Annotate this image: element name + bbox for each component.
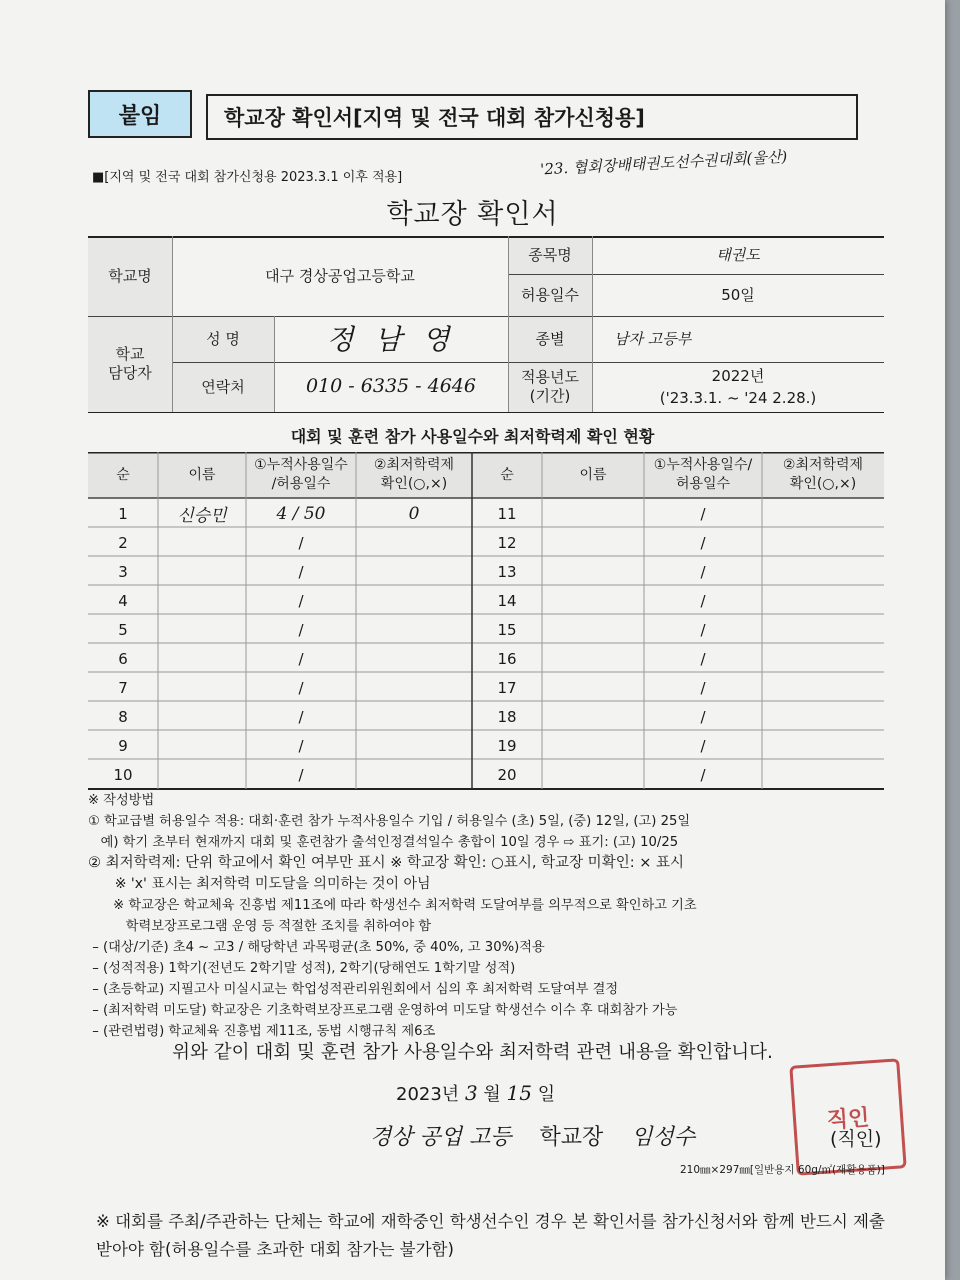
note-line: ① 학교급별 허용일수 적용: 대회·훈련 참가 누적사용일수 기입 / 허용일수 (초) 5일, (중) 12일, (고) 25일: [88, 814, 691, 829]
staff-name-label: 성 명: [206, 329, 240, 348]
row-no: 4: [118, 591, 128, 610]
row-days: /: [298, 707, 304, 726]
note-line: ※ 'x' 표시는 최저학력 미도달을 의미하는 것이 아님: [88, 876, 431, 892]
date-month: 3: [464, 1081, 478, 1105]
row-days: /: [298, 562, 304, 581]
row-check: [356, 528, 472, 557]
row-name-2: [542, 557, 644, 586]
row-name-2: [542, 702, 644, 731]
row-name: [158, 702, 246, 731]
row-days-2: /: [700, 533, 706, 552]
table-row: [88, 644, 884, 673]
row-name: [158, 760, 246, 789]
col-days-2: ①누적사용일수/ 허용일수: [653, 457, 753, 492]
row-name: 신승민: [177, 506, 227, 526]
row-days: /: [298, 620, 304, 639]
note-line: ※ 학교장은 학교체육 진흥법 제11조에 따라 학생선수 최저학력 도달여부를 의무적으로 확인하고 기초: [88, 898, 697, 913]
row-no-2: 14: [497, 591, 517, 610]
row-name-2: [542, 615, 644, 644]
usage-section-title: 대회 및 훈련 참가 사용일수와 최저학력제 확인 현황: [290, 427, 655, 446]
row-name: [158, 557, 246, 586]
col-no: 순: [116, 466, 130, 483]
row-name-2: [542, 586, 644, 615]
col-name: 이름: [188, 466, 216, 483]
row-days: /: [298, 649, 304, 668]
col-name-2: 이름: [579, 466, 607, 483]
allowed-days-value: 50일: [721, 285, 755, 304]
info-grid: [88, 236, 884, 412]
row-no: 6: [118, 649, 128, 668]
note-line: – (최저학력 미도달) 학교장은 기초학력보장프로그램 운영하여 미도달 학생선수 이수 후 대회참가 가능: [88, 1003, 678, 1018]
form-title-box: 학교장 확인서[지역 및 전국 대회 참가신청용]: [206, 94, 858, 140]
allowed-days-label: 허용일수: [521, 285, 579, 304]
date-month-unit: 월: [483, 1084, 501, 1105]
handwritten-competition-note: '23. 협회장배태권도선수권대회(울산): [539, 147, 788, 179]
row-days-2: /: [700, 678, 706, 697]
row-no: 10: [113, 765, 133, 784]
date-day-unit: 일: [537, 1084, 556, 1105]
principal-name: 임성수: [631, 1125, 696, 1150]
table-row: [88, 557, 884, 586]
row-no-2: 15: [497, 620, 517, 639]
row-no-2: 11: [497, 504, 517, 523]
row-check-2: [762, 499, 884, 528]
col-no-2: 순: [500, 466, 514, 483]
row-name-2: [542, 644, 644, 673]
row-days-2: /: [700, 562, 706, 581]
col-check: ②최저학력제 확인(○,×): [373, 457, 455, 492]
table-row: [88, 528, 884, 557]
date-year: 2023년: [396, 1084, 460, 1105]
staff-label: 학교 담당자: [108, 345, 152, 382]
row-days-2: /: [700, 736, 706, 755]
row-no-2: 18: [497, 707, 517, 726]
col-days: ①누적사용일수 /허용일수: [254, 457, 348, 492]
row-no: 8: [118, 707, 128, 726]
row-name: [158, 673, 246, 702]
row-days: /: [298, 678, 304, 697]
note-line: 예) 학기 초부터 현재까지 대회 및 훈련참가 출석인정결석일수 총합이 10일 경우 ⇨ 표기: (고) 10/25: [88, 835, 679, 850]
writing-instructions: [88, 790, 888, 1042]
table-row: [88, 615, 884, 644]
note-line: 학력보장프로그램 운영 등 적절한 조치를 취하여야 함: [88, 919, 432, 934]
note-line: – (대상/기준) 초4 ~ 고3 / 해당학년 과목평균(초 50%, 중 40%, 고 30%)적용: [88, 940, 545, 955]
note-line: ② 최저학력제: 단위 학교에서 확인 여부만 표시 ※ 학교장 확인: ○표시, 학교장 미확인: × 표시: [88, 855, 684, 871]
note-line: – (성적적용) 1학기(전년도 2학기말 성적), 2학기(당해연도 1학기말 성적): [88, 961, 516, 976]
year-label: 적용년도 (기간): [521, 368, 579, 405]
row-check-2: [762, 644, 884, 673]
row-name-2: [542, 731, 644, 760]
table-row: [88, 499, 884, 528]
note-line: ※ 작성방법: [88, 793, 155, 808]
col-check-2: ②최저학력제 확인(○,×): [782, 457, 864, 492]
row-days-2: /: [700, 620, 706, 639]
row-name: [158, 528, 246, 557]
row-no: 9: [118, 736, 128, 755]
signing-date: [396, 1080, 555, 1106]
year-value: 2022년: [711, 366, 765, 385]
seal-mark-text: (직인): [830, 1128, 882, 1150]
contact-label: 연락처: [201, 377, 245, 396]
row-name-2: [542, 673, 644, 702]
row-check-2: [762, 528, 884, 557]
school-name-label: 학교명: [108, 266, 152, 285]
row-no: 3: [118, 562, 128, 581]
row-name-2: [542, 760, 644, 789]
row-name: [158, 615, 246, 644]
row-check: [356, 557, 472, 586]
row-no-2: 17: [497, 678, 517, 697]
table-row: [88, 760, 884, 789]
contact-value: 010 - 6335 - 4646: [306, 375, 476, 398]
document-title: 학교장 확인서: [386, 199, 559, 230]
note-line: – (초등학교) 지필고사 미실시교는 학업성적관리위원회에서 심의 후 최저학력 도달여부 결정: [88, 982, 619, 997]
category-value: 남자 고등부: [614, 329, 692, 348]
row-check: [356, 673, 472, 702]
sport-label: 종목명: [528, 245, 572, 264]
attachment-badge: 붙임: [88, 90, 192, 138]
row-no-2: 12: [497, 533, 517, 552]
row-check: [356, 731, 472, 760]
row-days: /: [298, 533, 304, 552]
seal-text: 직인: [825, 1104, 871, 1133]
staff-name-value: 정 남 영: [326, 322, 456, 356]
table-row: [88, 702, 884, 731]
row-check-2: [762, 702, 884, 731]
row-name: [158, 731, 246, 760]
row-name-2: [542, 499, 644, 528]
signature-line: [370, 1120, 695, 1151]
row-check: [356, 615, 472, 644]
row-check-2: [762, 731, 884, 760]
footer-note: ※ 대회를 주최/주관하는 단체는 학교에 재학중인 학생선수인 경우 본 확인서를 참가신청서와 함께 반드시 제출받아야 함(허용일수를 초과한 대회 참가는 불가함): [96, 1212, 885, 1259]
row-no-2: 13: [497, 562, 517, 581]
row-check-2: [762, 557, 884, 586]
paper-spec: 210㎜×297㎜[일반용지 60g/㎡(재활용품)]: [680, 1164, 885, 1176]
row-days-2: /: [700, 649, 706, 668]
row-days-2: /: [700, 591, 706, 610]
row-days-2: /: [700, 765, 706, 784]
category-label: 종별: [535, 329, 565, 348]
row-check-2: [762, 586, 884, 615]
row-no: 7: [118, 678, 128, 697]
row-days: /: [298, 736, 304, 755]
principal-label: 학교장: [539, 1125, 604, 1150]
school-handwritten: 경상 공업 고등: [370, 1125, 512, 1150]
row-days: 4 / 50: [276, 503, 326, 524]
row-days: /: [298, 765, 304, 784]
row-check: [356, 644, 472, 673]
row-no: 5: [118, 620, 128, 639]
row-check: [356, 760, 472, 789]
date-day: 15: [506, 1081, 532, 1105]
row-days-2: /: [700, 504, 706, 523]
row-name: [158, 644, 246, 673]
row-no: 2: [118, 533, 128, 552]
school-name-value: 대구 경상공업고등학교: [265, 266, 415, 285]
year-period: ('23.3.1. ~ '24 2.28.): [659, 388, 817, 407]
table-row: [88, 731, 884, 760]
sport-value: 태권도: [716, 245, 760, 264]
row-days: /: [298, 591, 304, 610]
table-row: [88, 673, 884, 702]
row-no-2: 20: [497, 765, 517, 784]
confirmation-statement: 위와 같이 대회 및 훈련 참가 사용일수와 최저학력 관련 내용을 확인합니다.: [172, 1042, 773, 1063]
row-check: [356, 702, 472, 731]
table-row: [88, 586, 884, 615]
row-name: [158, 586, 246, 615]
row-check-2: [762, 760, 884, 789]
form-subtitle: ■[지역 및 전국 대회 참가신청용 2023.3.1 이후 적용]: [92, 170, 403, 185]
note-line: – (관련법령) 학교체육 진흥법 제11조, 동법 시행규칙 제6조: [88, 1024, 436, 1039]
row-days-2: /: [700, 707, 706, 726]
row-check: 0: [408, 503, 420, 524]
row-check-2: [762, 673, 884, 702]
row-check-2: [762, 615, 884, 644]
row-no: 1: [118, 504, 128, 523]
row-no-2: 19: [497, 736, 517, 755]
row-no-2: 16: [497, 649, 517, 668]
row-name-2: [542, 528, 644, 557]
official-seal: [789, 1058, 906, 1175]
row-check: [356, 586, 472, 615]
